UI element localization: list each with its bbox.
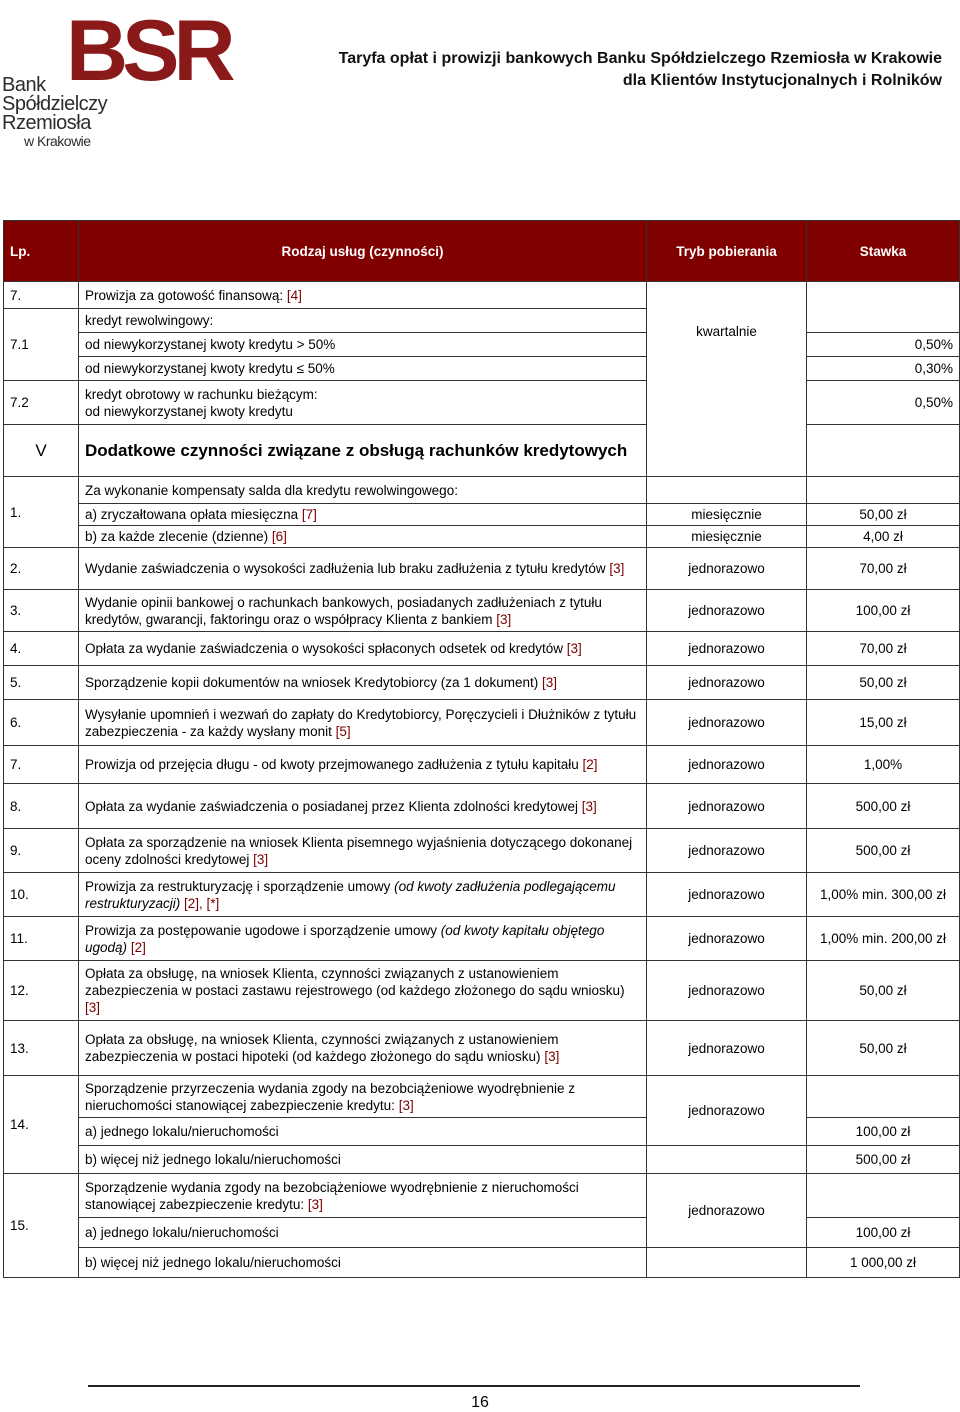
table-row <box>4 477 960 504</box>
row-text: Wydanie zaświadczenia o wysokości zadłużenia lub braku zadłużenia z tytułu kredytów <box>85 561 606 576</box>
row-mode: jednorazowo <box>647 917 807 961</box>
row-mode: jednorazowo <box>647 829 807 873</box>
row-text: Prowizja od przejęcia długu - od kwoty przejmowanego zadłużenia z tytułu kapitału <box>85 757 579 772</box>
row-lp: 7.1 <box>4 309 79 381</box>
table-row <box>4 1021 960 1076</box>
row-mode: miesięcznie <box>647 504 807 526</box>
row-rate: 15,00 zł <box>807 700 960 746</box>
bank-name-line: Spółdzielczy <box>2 93 108 115</box>
table-row <box>4 1076 960 1118</box>
row-lp: 4. <box>4 632 79 666</box>
table-row <box>4 666 960 700</box>
row-rate: 50,00 zł <box>807 961 960 1021</box>
table-row <box>4 1146 960 1174</box>
row-lp: 2. <box>4 548 79 590</box>
row-rate: 50,00 zł <box>807 1021 960 1076</box>
row-rate <box>807 309 960 333</box>
row-description: a) jednego lokalu/nieruchomości <box>79 1118 647 1146</box>
row-description <box>79 1174 647 1218</box>
footnote-ref: [3] <box>496 611 512 627</box>
row-rate <box>807 1076 960 1118</box>
row-lp: 6. <box>4 700 79 746</box>
row-rate: 70,00 zł <box>807 548 960 590</box>
row-description <box>79 917 647 961</box>
row-mode: jednorazowo <box>647 1076 807 1146</box>
bank-logo <box>0 3 230 154</box>
section-number: V <box>4 425 79 477</box>
footnote-ref: [3] <box>544 1049 560 1064</box>
row-description: od niewykorzystanej kwoty kredytu > 50% <box>79 333 647 357</box>
row-mode <box>647 1248 807 1278</box>
row-rate: 500,00 zł <box>807 829 960 873</box>
row-rate: 500,00 zł <box>807 784 960 829</box>
row-description <box>79 590 647 632</box>
footnote-ref: [7] <box>301 507 317 522</box>
row-mode: jednorazowo <box>647 1021 807 1076</box>
row-rate <box>807 1174 960 1218</box>
row-mode: jednorazowo <box>647 666 807 700</box>
footnote-ref: [3] <box>85 1000 101 1015</box>
footnote-ref: [4] <box>286 287 302 303</box>
row-lp: 13. <box>4 1021 79 1076</box>
row-rate: 4,00 zł <box>807 526 960 548</box>
bank-name-line: Rzemiosła <box>2 112 91 134</box>
row-rate: 500,00 zł <box>807 1146 960 1174</box>
row-rate <box>807 282 960 309</box>
table-row <box>4 548 960 590</box>
footnote-ref: [3] <box>253 851 269 867</box>
row-text: Opłata za wydanie zaświadczenia o wysokości spłaconych odsetek od kredytów <box>85 641 563 656</box>
row-rate: 0,50% <box>807 381 960 425</box>
bank-name <box>2 74 108 149</box>
row-lp: 8. <box>4 784 79 829</box>
document-title-line2: dla Klientów Instytucjonalnych i Rolników <box>622 72 942 89</box>
row-text: Wysyłanie upomnień i wezwań do zapłaty do Kredytobiorcy, Poręczycieli i Dłużników z tytułu zabezpieczenia - za każdy wysłany monit <box>85 706 637 739</box>
row-mode <box>647 425 807 477</box>
row-rate: 50,00 zł <box>807 504 960 526</box>
table-row <box>4 917 960 961</box>
bank-name-line: w Krakowie <box>24 133 91 149</box>
row-text: Sporządzenie wydania zgody na bezobciążeniowe wyodrębnienie z nieruchomości stanowiącej zabezpieczenie kredytu: <box>85 1179 579 1212</box>
header-lp: Lp. <box>4 221 79 282</box>
row-text: b) za każde zlecenie (dzienne) <box>85 529 269 544</box>
bank-name-line: Bank <box>2 74 46 96</box>
row-text-italic: (od kwoty kapitału objętego ugodą) <box>85 922 605 955</box>
row-mode <box>647 381 807 425</box>
row-text: a) zryczałtowana opłata miesięczna <box>85 507 299 522</box>
row-lp: 3. <box>4 590 79 632</box>
table-row <box>4 381 960 425</box>
row-text: Wydanie opinii bankowej o rachunkach bankowych, posiadanych zadłużeniach z tytułu kredytów, gwarancji, faktoringu oraz o współpracy Klienta z bankiem <box>85 594 602 627</box>
footnote-ref: [5] <box>335 723 351 739</box>
row-rate: 100,00 zł <box>807 1218 960 1248</box>
row-mode: jednorazowo <box>647 746 807 784</box>
table-header-row <box>4 221 960 282</box>
row-description <box>79 961 647 1021</box>
row-text-line: kredyt obrotowy w rachunku bieżącym: <box>85 386 318 402</box>
table-row <box>4 526 960 548</box>
row-text: Opłata za obsługę, na wniosek Klienta, czynności związanych z ustanowieniem zabezpieczenia w postaci zastawu rejestrowego (od każdego złożonego do sądu wniosku) <box>85 966 625 998</box>
row-text: Sporządzenie kopii dokumentów na wniosek Kredytobiorcy (za 1 dokument) <box>85 675 539 690</box>
row-description <box>79 282 647 309</box>
table-row <box>4 504 960 526</box>
row-description <box>79 632 647 666</box>
table-row <box>4 1218 960 1248</box>
logo-letters: BSR <box>66 3 230 99</box>
row-text: Opłata za sporządzenie na wniosek Klienta pisemnego wyjaśnienia dotyczącego dokonanej oceny zdolności kredytowej <box>85 834 633 867</box>
footnote-ref: [2] <box>130 939 146 955</box>
row-mode: jednorazowo <box>647 1174 807 1248</box>
row-lp: 15. <box>4 1174 79 1278</box>
row-description <box>79 666 647 700</box>
row-lp: 14. <box>4 1076 79 1174</box>
row-text: Opłata za obsługę, na wniosek Klienta, czynności związanych z ustanowieniem zabezpieczenia w postaci hipoteki (od każdego złożonego do sądu wniosku) <box>85 1032 559 1064</box>
row-rate: 1,00% min. 300,00 zł <box>807 873 960 917</box>
table-row <box>4 632 960 666</box>
row-text: Opłata za wydanie zaświadczenia o posiadanej przez Klienta zdolności kredytowej <box>85 798 579 814</box>
row-lp: 11. <box>4 917 79 961</box>
table-row <box>4 746 960 784</box>
table-row <box>4 333 960 357</box>
row-description <box>79 1021 647 1076</box>
row-description: a) jednego lokalu/nieruchomości <box>79 1218 647 1248</box>
table-row <box>4 873 960 917</box>
row-mode: jednorazowo <box>647 784 807 829</box>
row-lp: 5. <box>4 666 79 700</box>
row-rate: 0,50% <box>807 333 960 357</box>
header-rate: Stawka <box>807 221 960 282</box>
row-lp: 7. <box>4 282 79 309</box>
row-lp: 9. <box>4 829 79 873</box>
row-description <box>79 381 647 425</box>
footnote-ref: [3] <box>566 641 582 656</box>
row-description <box>79 1076 647 1118</box>
table-row <box>4 282 960 309</box>
table-row <box>4 309 960 333</box>
footer-divider <box>88 1385 860 1387</box>
footnote-ref: [3] <box>609 561 625 576</box>
table-row <box>4 357 960 381</box>
row-lp: 12. <box>4 961 79 1021</box>
table-row <box>4 1248 960 1278</box>
row-mode: jednorazowo <box>647 873 807 917</box>
row-description <box>79 700 647 746</box>
row-text: Prowizja za restrukturyzację i sporządzenie umowy <box>85 878 391 894</box>
footnote-ref: [2], [*] <box>184 895 220 911</box>
header-service-type: Rodzaj usług (czynności) <box>79 221 647 282</box>
footnote-ref: [3] <box>581 798 597 814</box>
footnote-ref: [3] <box>398 1097 414 1113</box>
row-mode: jednorazowo <box>647 548 807 590</box>
row-description: b) więcej niż jednego lokalu/nieruchomości <box>79 1248 647 1278</box>
row-description: b) więcej niż jednego lokalu/nieruchomości <box>79 1146 647 1174</box>
row-rate <box>807 425 960 477</box>
row-text-italic: (od kwoty zadłużenia podlegającemu restrukturyzacji) <box>85 878 616 911</box>
footnote-ref: [2] <box>582 757 598 772</box>
row-description <box>79 784 647 829</box>
row-rate: 50,00 zł <box>807 666 960 700</box>
row-mode <box>647 477 807 504</box>
table-row <box>4 1118 960 1146</box>
row-mode: jednorazowo <box>647 700 807 746</box>
document-title <box>339 48 942 92</box>
row-mode: jednorazowo <box>647 632 807 666</box>
row-description: Za wykonanie kompensaty salda dla kredytu rewolwingowego: <box>79 477 647 504</box>
page-number: 16 <box>471 1394 489 1411</box>
row-rate <box>807 477 960 504</box>
row-description <box>79 526 647 548</box>
row-mode: jednorazowo <box>647 961 807 1021</box>
row-rate: 100,00 zł <box>807 1118 960 1146</box>
row-rate: 1,00% min. 200,00 zł <box>807 917 960 961</box>
row-text: Sporządzenie przyrzeczenia wydania zgody na bezobciążeniowe wyodrębnienie z nieruchomości stanowiącej zabezpieczenie kredytu: <box>85 1080 576 1113</box>
row-description <box>79 829 647 873</box>
row-rate: 1 000,00 zł <box>807 1248 960 1278</box>
row-mode: miesięcznie <box>647 526 807 548</box>
row-rate: 1,00% <box>807 746 960 784</box>
document-title-line1: Taryfa opłat i prowizji bankowych Banku Spółdzielczego Rzemiosła w Krakowie <box>338 50 942 67</box>
row-lp: 7.2 <box>4 381 79 425</box>
row-description <box>79 873 647 917</box>
row-mode <box>647 1146 807 1174</box>
row-description: od niewykorzystanej kwoty kredytu ≤ 50% <box>79 357 647 381</box>
mode-text: kwartalnie <box>696 323 757 339</box>
table-row <box>4 590 960 632</box>
tariff-table <box>3 220 960 1278</box>
row-rate: 100,00 zł <box>807 590 960 632</box>
table-row <box>4 784 960 829</box>
row-lp: 7. <box>4 746 79 784</box>
table-row <box>4 1174 960 1218</box>
row-text: Prowizja za postępowanie ugodowe i sporządzenie umowy <box>85 922 437 938</box>
row-description: kredyt rewolwingowy: <box>79 309 647 333</box>
footnote-ref: [6] <box>271 529 287 544</box>
row-text: Prowizja za gotowość finansową: <box>85 287 284 303</box>
row-mode: jednorazowo <box>647 590 807 632</box>
row-description <box>79 548 647 590</box>
footnote-ref: [3] <box>307 1196 323 1212</box>
footnote-ref: [3] <box>542 675 558 690</box>
row-description <box>79 746 647 784</box>
row-lp: 1. <box>4 477 79 548</box>
row-rate: 0,30% <box>807 357 960 381</box>
section-row <box>4 425 960 477</box>
header-collection-mode: Tryb pobierania <box>647 221 807 282</box>
section-title: Dodatkowe czynności związane z obsługą rachunków kredytowych <box>79 425 647 477</box>
row-rate: 70,00 zł <box>807 632 960 666</box>
row-text-line: od niewykorzystanej kwoty kredytu <box>85 403 293 419</box>
row-lp: 10. <box>4 873 79 917</box>
table-row <box>4 961 960 1021</box>
row-mode <box>647 282 807 381</box>
row-description <box>79 504 647 526</box>
table-row <box>4 700 960 746</box>
table-row <box>4 829 960 873</box>
